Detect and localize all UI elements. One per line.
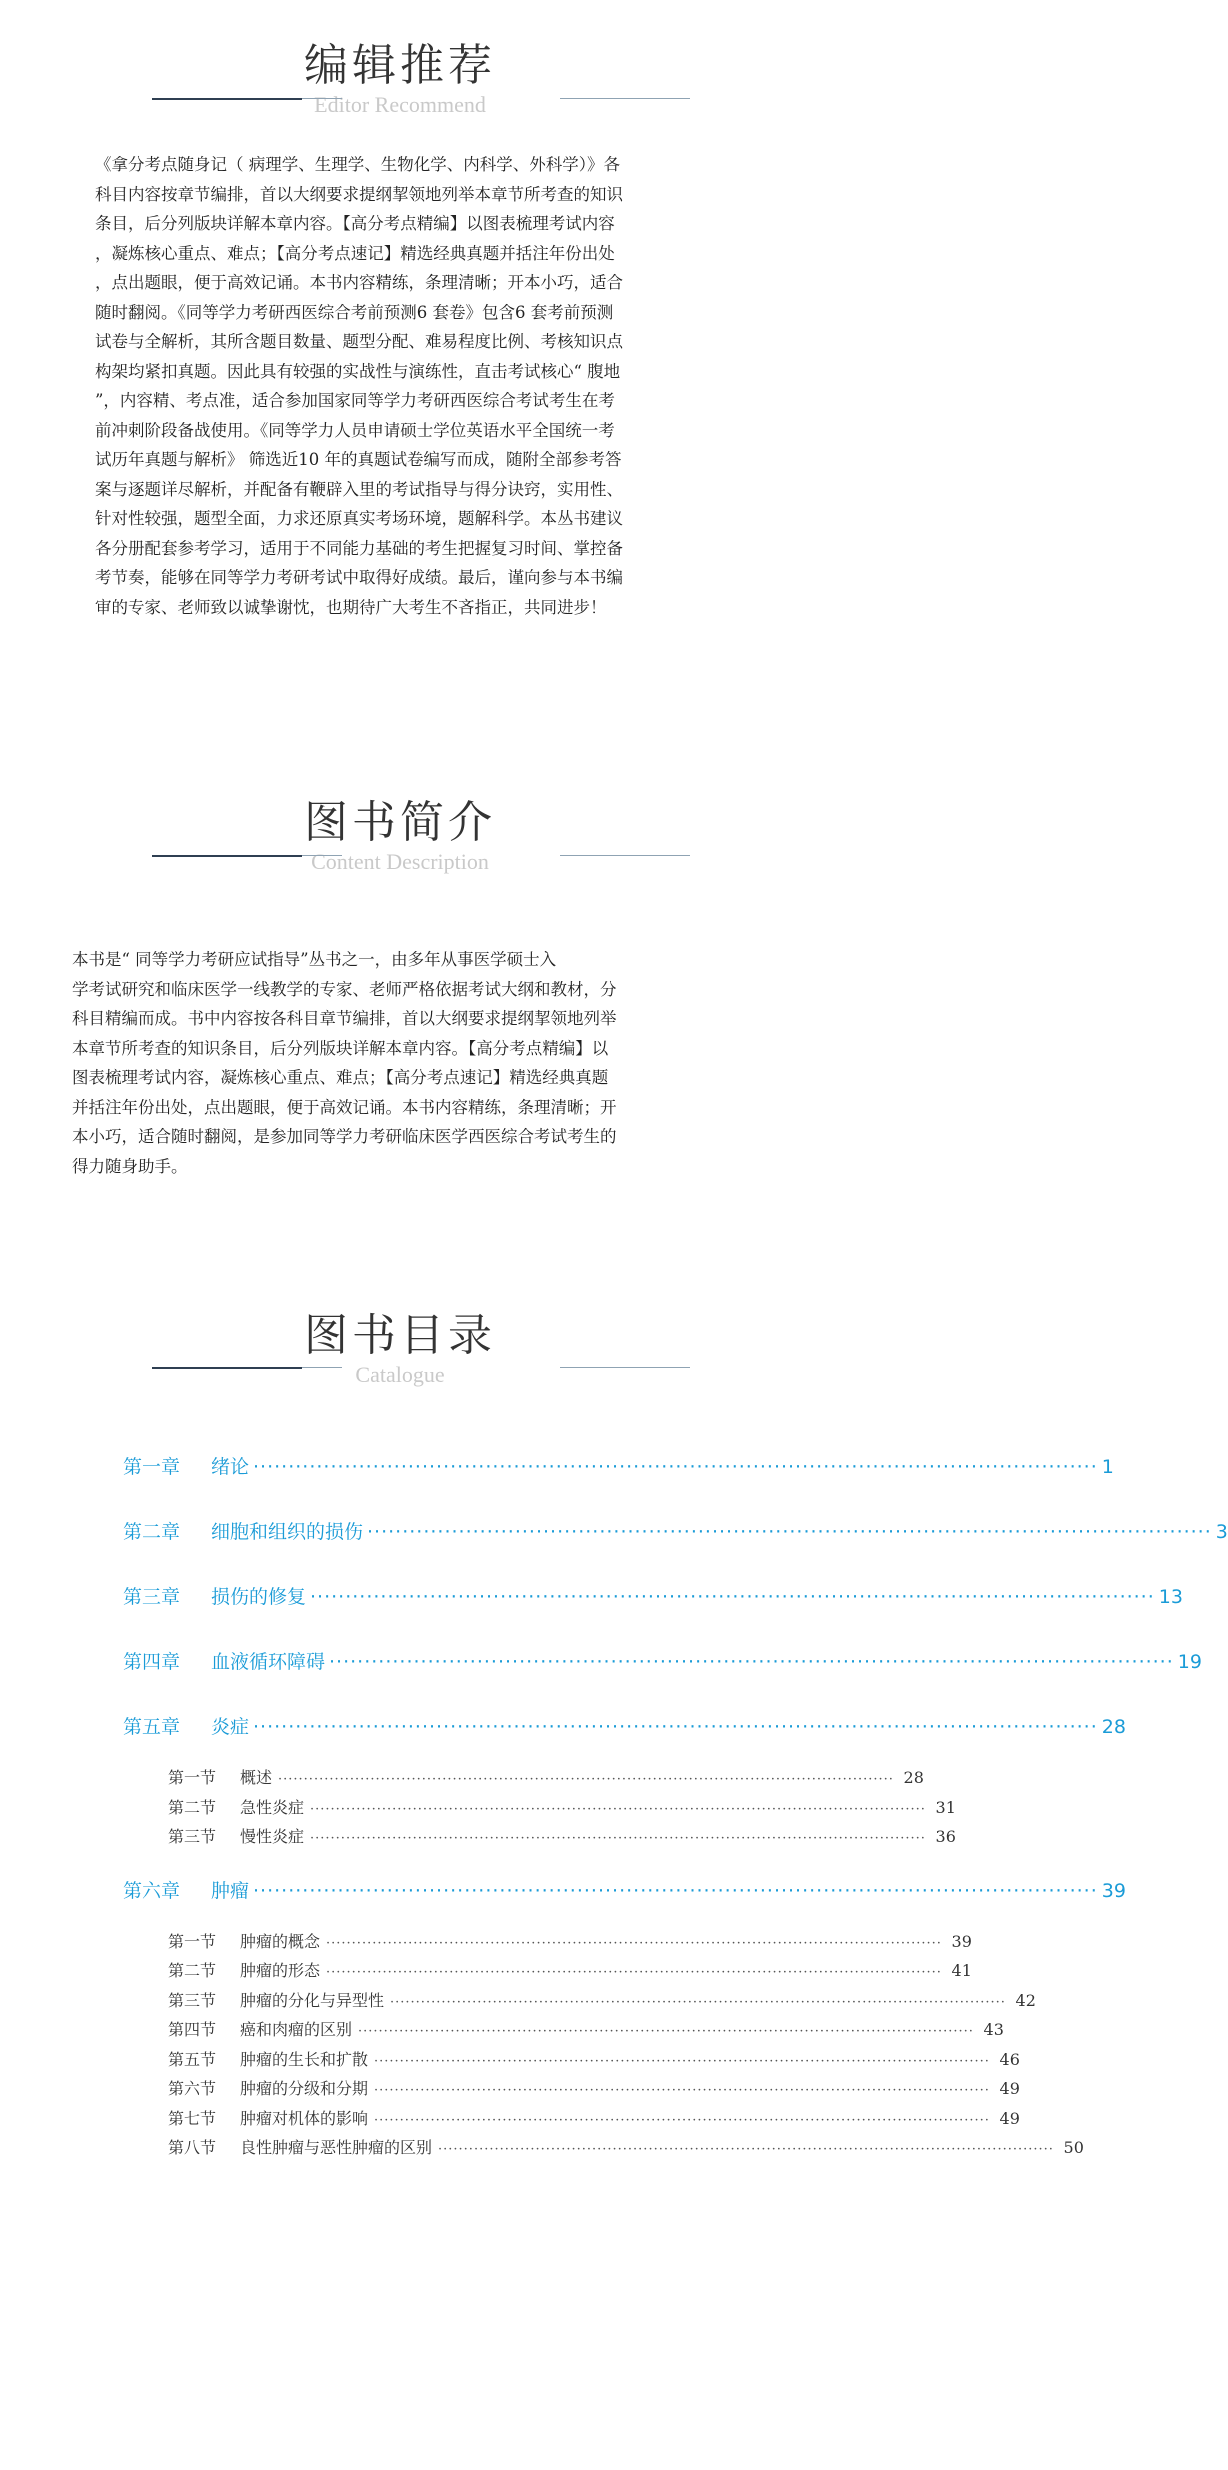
section-name: 肿瘤的形态 (240, 1961, 321, 1980)
section-name: 概述 (240, 1768, 273, 1787)
toc-section[interactable] (168, 1824, 956, 1847)
leader-dots: ························································································································ (374, 2112, 990, 2128)
leader-dots: ························································································································ (253, 1879, 1098, 1902)
divider-left-thin (302, 855, 342, 856)
paragraph-line: 本小巧，适合随时翻阅，是参加同等学力考研临床医学西医综合考试考生的 (72, 1127, 617, 1146)
section-number: 第七节 (168, 2108, 217, 2128)
toc-section[interactable] (168, 2047, 1020, 2070)
section-page: 42 (1015, 1990, 1036, 2010)
paragraph-line: 前冲刺阶段备战使用。《同等学力人员申请硕士学位英语水平全国统一考 (95, 420, 615, 440)
paragraph-line: 《拿分考点随身记（ 病理学、生理学、生物化学、内科学、外科学）》各 (95, 155, 620, 174)
toc-chapter[interactable] (123, 1452, 1114, 1479)
chapter-page: 19 (1177, 1651, 1202, 1673)
editor-subtitle: Editor Recommend (314, 92, 486, 117)
section-number: 第一节 (168, 1768, 217, 1787)
paragraph-line: 试历年真题与解析》 筛选近10 年的真题试卷编写而成，随附全部参考答 (95, 450, 622, 469)
section-number: 第三节 (168, 1990, 217, 2010)
paragraph-line: 试卷与全解析，其所含题目数量、题型分配、难易程度比例、考核知识点 (95, 332, 623, 351)
leader-dots: ························································································································ (329, 1651, 1174, 1673)
section-name: 肿瘤的概念 (240, 1931, 321, 1951)
chapter-number: 第五章 (123, 1716, 181, 1738)
chapter-page: 1 (1101, 1456, 1114, 1478)
chapter-name: 细胞和组织的损伤 (211, 1521, 364, 1543)
divider-left-thin (302, 98, 342, 99)
leader-dots: ························································································································ (253, 1716, 1098, 1738)
paragraph-line: 条目，后分列版块详解本章内容。【高分考点精编】以图表梳理考试内容 (95, 214, 615, 233)
divider-right (560, 1367, 690, 1368)
section-number: 第二节 (168, 1797, 217, 1817)
toc-section[interactable] (168, 1765, 924, 1788)
toc-chapter[interactable] (123, 1876, 1126, 1903)
paragraph-line: 本章节所考查的知识条目，后分列版块详解本章内容。【高分考点精编】以 (72, 1038, 609, 1058)
section-number: 第二节 (168, 1961, 217, 1980)
chapter-number: 第六章 (123, 1879, 181, 1902)
section-name: 肿瘤的分化与异型性 (240, 1990, 385, 2010)
paragraph-line: 审的专家、老师致以诚挚谢忱，也期待广大考生不吝指正，共同进步！ (95, 597, 607, 617)
chapter-number: 第二章 (123, 1521, 181, 1543)
leader-dots: ························································································································ (310, 1801, 926, 1817)
section-number: 第一节 (168, 1931, 217, 1951)
chapter-page: 13 (1158, 1586, 1183, 1608)
leader-dots: ························································································································ (374, 2053, 990, 2069)
paragraph-line: 学考试研究和临床医学一线教学的专家、老师严格依据考试大纲和教材，分 (72, 979, 617, 999)
content-title: 图书简介 (304, 797, 496, 848)
section-name: 癌和肉瘤的区别 (240, 2020, 353, 2039)
section-number: 第三节 (168, 1827, 217, 1846)
chapter-name: 炎症 (211, 1716, 250, 1738)
editor-section-header (0, 38, 800, 118)
content-body (72, 945, 722, 1181)
section-page: 49 (999, 2108, 1020, 2128)
paragraph-line: 本书是“ 同等学力考研应试指导”丛书之一，由多年从事医学硕士入 (72, 950, 557, 969)
chapter-number: 第四章 (123, 1651, 181, 1673)
leader-dots: ························································································································ (310, 1586, 1155, 1608)
paragraph-line: 图表梳理考试内容，凝炼核心重点、难点；【高分考点速记】精选经典真题 (72, 1068, 609, 1087)
toc-section[interactable] (168, 1929, 972, 1952)
leader-dots: ························································································································ (438, 2142, 1054, 2157)
section-number: 第六节 (168, 2079, 217, 2098)
paragraph-line: 构架均紧扣真题。因此具有较强的实战性与演练性，直击考试核心“ 腹地 (95, 361, 621, 381)
chapter-name: 绪论 (211, 1456, 250, 1478)
section-page: 46 (999, 2049, 1020, 2069)
paragraph-line: 并括注年份出处，点出题眼，便于高效记诵。本书内容精练，条理清晰；开 (72, 1097, 617, 1117)
section-page: 41 (951, 1961, 972, 1980)
leader-dots: ························································································································ (326, 1965, 942, 1980)
toc-chapter[interactable] (123, 1517, 1228, 1544)
leader-dots: ························································································································ (374, 2083, 990, 2098)
toc-section[interactable] (168, 2017, 1004, 2040)
section-page: 36 (935, 1827, 956, 1846)
paragraph-line: 考节奏，能够在同等学力考研考试中取得好成绩。最后，谨向参与本书编 (95, 568, 623, 587)
section-name: 肿瘤的生长和扩散 (240, 2049, 369, 2069)
divider-right (560, 855, 690, 856)
toc-chapter[interactable] (123, 1647, 1202, 1674)
divider-left (152, 855, 302, 857)
chapter-page: 39 (1101, 1879, 1126, 1902)
section-name: 慢性炎症 (240, 1827, 305, 1846)
leader-dots: ························································································································ (278, 1772, 894, 1787)
paragraph-line: 科目精编而成。书中内容按各科目章节编排，首以大纲要求提纲挈领地列举 (72, 1009, 617, 1028)
section-name: 良性肿瘤与恶性肿瘤的区别 (240, 2138, 433, 2157)
content-subtitle: Content Description (311, 849, 489, 874)
editor-body (95, 150, 715, 622)
section-name: 肿瘤的分级和分期 (240, 2079, 369, 2098)
section-page: 50 (1063, 2138, 1084, 2157)
toc-section[interactable] (168, 1795, 956, 1818)
chapter-name: 血液循环障碍 (211, 1651, 326, 1673)
paragraph-line: 得力随身助手。 (72, 1156, 188, 1176)
toc-section[interactable] (168, 2076, 1020, 2099)
leader-dots: ························································································································ (358, 2024, 974, 2039)
section-page: 28 (903, 1768, 924, 1787)
toc-chapter[interactable] (123, 1712, 1126, 1739)
leader-dots: ························································································································ (390, 1994, 1006, 2010)
section-page: 43 (983, 2020, 1004, 2039)
chapter-name: 肿瘤 (211, 1879, 250, 1902)
leader-dots: ························································································································ (326, 1935, 942, 1951)
toc-section[interactable] (168, 1988, 1036, 2011)
paragraph-line: 案与逐题详尽解析，并配备有鞭辟入里的考试指导与得分诀窍，实用性、 (95, 479, 623, 499)
chapter-page: 28 (1101, 1716, 1126, 1738)
section-name: 急性炎症 (240, 1797, 305, 1817)
paragraph-line: ，点出题眼，便于高效记诵。本书内容精练，条理清晰；开本小巧，适合 (95, 273, 623, 292)
catalogue-section-header (0, 1308, 800, 1388)
chapter-number: 第一章 (123, 1456, 181, 1478)
chapter-page: 3 (1215, 1521, 1228, 1543)
toc-section[interactable] (168, 2135, 1084, 2158)
leader-dots: ························································································································ (253, 1456, 1098, 1478)
section-page: 39 (951, 1931, 972, 1951)
divider-left-thin (302, 1367, 342, 1368)
section-number: 第五节 (168, 2049, 217, 2069)
paragraph-line: 科目内容按章节编排，首以大纲要求提纲挈领地列举本章节所考查的知识 (95, 184, 623, 204)
toc-chapter[interactable] (123, 1582, 1183, 1609)
catalogue-title: 图书目录 (304, 1310, 496, 1361)
paragraph-line: ”，内容精、考点准，适合参加国家同等学力考研西医综合考试考生在考 (95, 391, 615, 410)
paragraph-line: ，凝炼核心重点、难点；【高分考点速记】精选经典真题并括注年份出处 (95, 243, 615, 263)
section-name: 肿瘤对机体的影响 (240, 2108, 369, 2128)
toc-section[interactable] (168, 1958, 972, 1981)
leader-dots: ························································································································ (367, 1521, 1212, 1543)
toc-section[interactable] (168, 2106, 1020, 2129)
leader-dots: ························································································································ (310, 1831, 926, 1846)
content-section-header (0, 795, 800, 875)
paragraph-line: 随时翻阅。《同等学力考研西医综合考前预测6 套卷》包含6 套考前预测 (95, 302, 614, 322)
divider-left (152, 1367, 302, 1369)
divider-right (560, 98, 690, 99)
catalogue-subtitle: Catalogue (355, 1362, 445, 1387)
divider-left (152, 98, 302, 100)
chapter-name: 损伤的修复 (211, 1586, 307, 1608)
paragraph-line: 针对性较强，题型全面，力求还原真实考场环境，题解科学。本丛书建议 (95, 509, 623, 528)
chapter-number: 第三章 (123, 1586, 181, 1608)
section-number: 第八节 (168, 2138, 217, 2157)
paragraph-line: 各分册配套参考学习，适用于不同能力基础的考生把握复习时间、掌控备 (95, 538, 623, 558)
editor-title: 编辑推荐 (304, 40, 496, 91)
section-page: 49 (999, 2079, 1020, 2098)
section-page: 31 (935, 1797, 956, 1817)
section-number: 第四节 (168, 2020, 217, 2039)
